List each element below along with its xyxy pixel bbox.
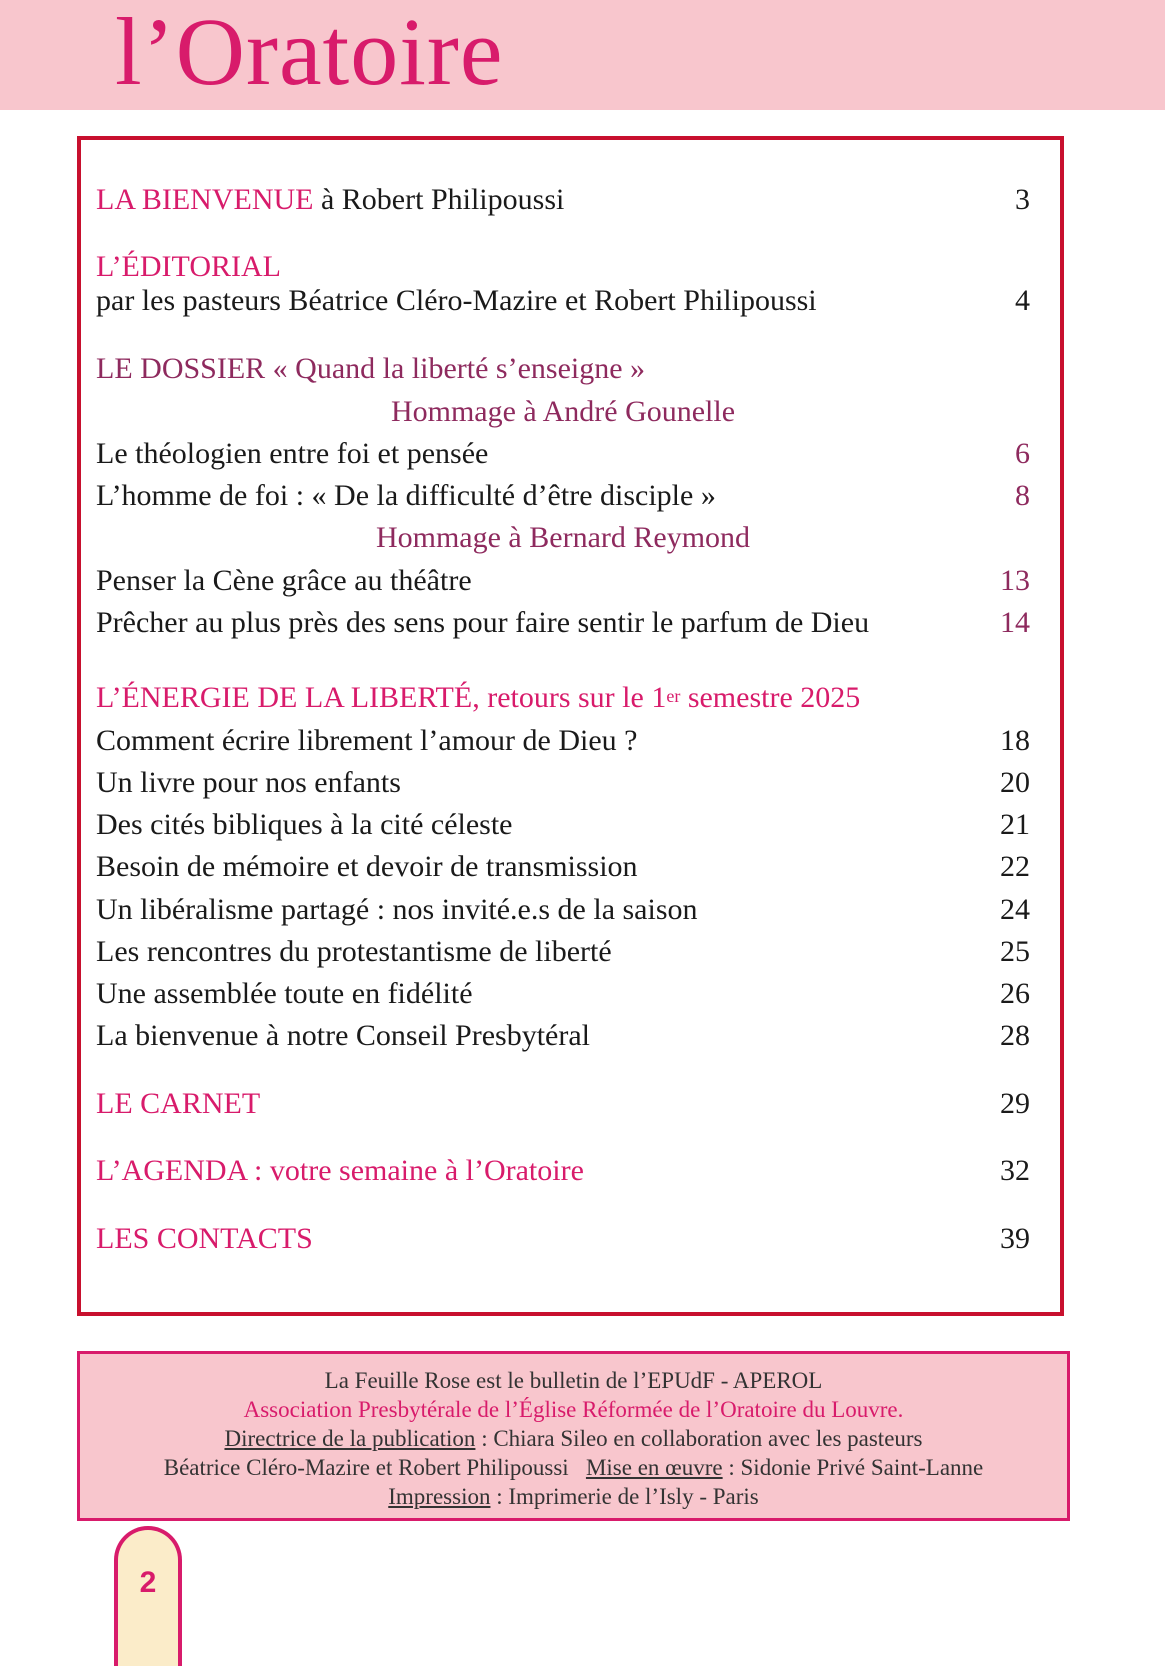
- toc-entry-carnet[interactable]: [96, 1084, 1030, 1124]
- toc-entry[interactable]: [96, 974, 1030, 1014]
- toc-title: Une assemblée toute en fidélité: [96, 977, 473, 1010]
- colophon-label: Impression: [388, 1484, 491, 1509]
- colophon-pastors: [80, 1453, 1067, 1482]
- toc-page: 21: [1000, 808, 1030, 841]
- colophon-text: : Imprimerie de l’Isly - Paris: [490, 1484, 759, 1509]
- toc-entry-bienvenue[interactable]: [96, 180, 1030, 220]
- toc-page: 24: [1000, 893, 1030, 926]
- colophon-label: Mise en œuvre: [585, 1455, 723, 1480]
- colophon-text: Béatrice Cléro-Mazire et Robert Philipoussi: [163, 1455, 569, 1480]
- toc-page: 13: [1000, 564, 1030, 597]
- toc-entry[interactable]: [96, 476, 1030, 516]
- toc-title: Le théologien entre foi et pensée: [96, 437, 489, 470]
- toc-title: Des cités bibliques à la cité céleste: [96, 808, 513, 841]
- toc-page: 3: [1015, 183, 1030, 216]
- toc-title: Un livre pour nos enfants: [96, 766, 401, 799]
- toc-page: 4: [1015, 284, 1030, 317]
- toc-heading: LE CARNET: [96, 1087, 261, 1120]
- toc-title: Besoin de mémoire et devoir de transmission: [96, 850, 638, 883]
- toc-page: 39: [1000, 1222, 1030, 1255]
- toc-entry[interactable]: [96, 847, 1030, 887]
- toc-subtitle: par les pasteurs Béatrice Cléro-Mazire et Robert Philipoussi: [96, 284, 817, 317]
- toc-page: 29: [1000, 1087, 1030, 1120]
- toc-title: La bienvenue à notre Conseil Presbytéral: [96, 1019, 591, 1052]
- toc-title: Prêcher au plus près des sens pour faire sentir le parfum de Dieu: [96, 606, 870, 639]
- toc-title: Comment écrire librement l’amour de Dieu ?: [96, 724, 638, 757]
- toc-entry-contacts[interactable]: [96, 1219, 1030, 1259]
- toc-hommage-reymond: Hommage à Bernard Reymond: [375, 521, 751, 554]
- colophon-line: La Feuille Rose est le bulletin de l’EPUdF - APEROL: [324, 1368, 823, 1393]
- toc-page: 6: [1015, 437, 1030, 470]
- toc-page: 32: [1000, 1154, 1030, 1187]
- page-number: 2: [139, 1566, 157, 1599]
- toc-heading-main: L’ÉNERGIE DE LA LIBERTÉ, retours sur le 1: [96, 681, 667, 714]
- toc-hommage-gounelle: Hommage à André Gounelle: [390, 395, 736, 428]
- toc-heading-end: semestre 2025: [680, 681, 861, 714]
- table-of-contents: [77, 136, 1064, 1316]
- toc-heading: L’AGENDA : votre semaine à l’Oratoire: [96, 1154, 584, 1187]
- toc-entry[interactable]: [96, 932, 1030, 972]
- toc-title: Un libéralisme partagé : nos invité.e.s de la saison: [96, 893, 698, 926]
- colophon-text: : Chiara Sileo en collaboration avec les pasteurs: [475, 1426, 923, 1451]
- page-number-tab: [114, 1526, 182, 1666]
- toc-entry[interactable]: [96, 1016, 1030, 1056]
- colophon-director: [80, 1424, 1067, 1453]
- toc-entry[interactable]: [96, 763, 1030, 803]
- toc-heading-sup: er: [666, 686, 681, 706]
- toc-entry[interactable]: [96, 721, 1030, 761]
- toc-entry[interactable]: [96, 603, 1030, 643]
- toc-page: 20: [1000, 766, 1030, 799]
- toc-heading-editorial: L’ÉDITORIAL: [96, 250, 281, 283]
- colophon-association: Association Presbytérale de l’Église Réformée de l’Oratoire du Louvre.: [243, 1397, 904, 1422]
- toc-entry-agenda[interactable]: [96, 1151, 1030, 1191]
- toc-heading-dossier: LE DOSSIER « Quand la liberté s’enseigne »: [96, 352, 646, 385]
- toc-heading-rest: à Robert Philipoussi: [313, 183, 565, 216]
- toc-page: 25: [1000, 935, 1030, 968]
- toc-title: L’homme de foi : « De la difficulté d’être disciple »: [96, 479, 716, 512]
- masthead: [0, 0, 1165, 110]
- masthead-title: l’Oratoire: [115, 0, 504, 105]
- colophon-label: Directrice de la publication: [224, 1426, 476, 1451]
- toc-page: 26: [1000, 977, 1030, 1010]
- toc-title: Penser la Cène grâce au théâtre: [96, 564, 472, 597]
- toc-entry[interactable]: [96, 805, 1030, 845]
- toc-page: 8: [1015, 479, 1030, 512]
- colophon-print: [80, 1482, 1067, 1511]
- toc-heading-energie: [96, 678, 1030, 718]
- toc-heading: LA BIENVENUE: [96, 183, 314, 216]
- colophon-text: : Sidonie Privé Saint-Lanne: [722, 1455, 984, 1480]
- toc-page: 14: [1000, 606, 1030, 639]
- toc-entry[interactable]: [96, 890, 1030, 930]
- toc-entry[interactable]: [96, 561, 1030, 601]
- colophon: [77, 1351, 1070, 1521]
- toc-page: 22: [1000, 850, 1030, 883]
- toc-title: Les rencontres du protestantisme de liberté: [96, 935, 612, 968]
- toc-page: 18: [1000, 724, 1030, 757]
- toc-entry-editorial[interactable]: [96, 281, 1030, 321]
- toc-heading: LES CONTACTS: [96, 1222, 313, 1255]
- toc-entry[interactable]: [96, 434, 1030, 474]
- toc-page: 28: [1000, 1019, 1030, 1052]
